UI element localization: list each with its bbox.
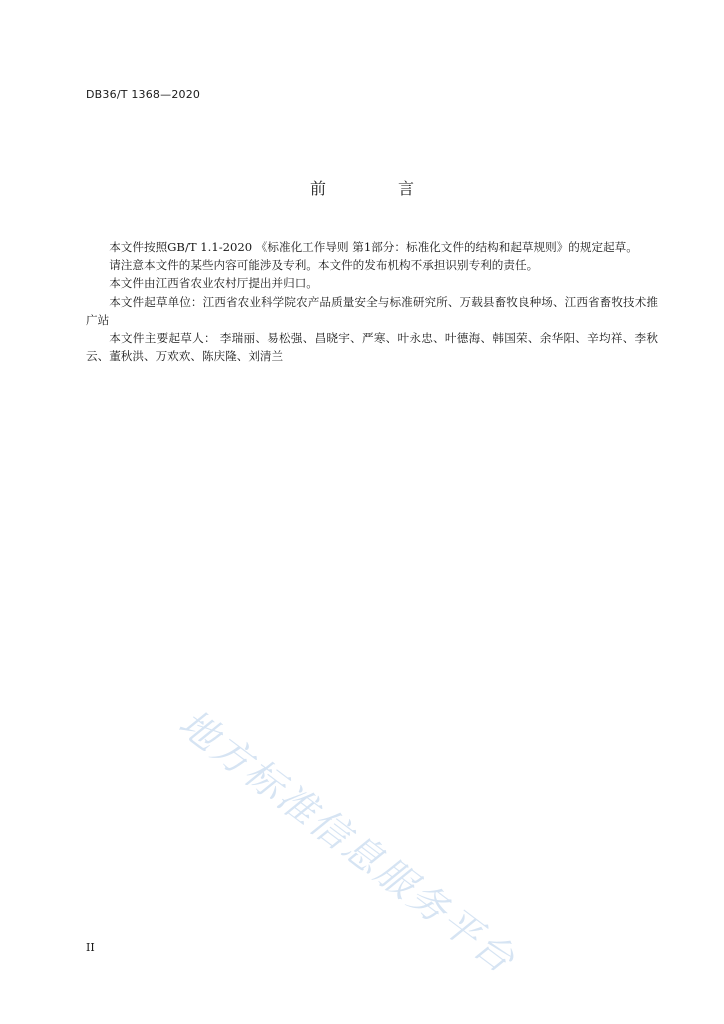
page-number: II xyxy=(86,941,95,954)
foreword-body xyxy=(86,238,658,365)
paragraph-proposer: 本文件由江西省农业农村厅提出并归口。 xyxy=(109,276,318,291)
paragraph-patent-notice: 请注意本文件的某些内容可能涉及专利。本文件的发布机构不承担识别专利的责任。 xyxy=(109,258,539,273)
watermark-text: 地方标准信息服务平台 xyxy=(170,700,525,983)
paragraph-standard-basis: 本文件按照GB/T 1.1-2020 《标准化工作导则 第1部分：标准化文件的结构和起草规则》的规定起草。 xyxy=(109,240,638,254)
paragraph-drafters: 本文件主要起草人： 李瑞丽、易松强、昌晓宇、严寒、叶永忠、叶德海、韩国荣、余华阳、辛均祥、李秋云、董秋洪、万欢欢、陈庆隆、刘清兰 xyxy=(86,331,658,364)
paragraph-drafting-units: 本文件起草单位：江西省农业科学院农产品质量安全与标准研究所、万载县畜牧良种场、江西省畜牧技术推广站 xyxy=(86,294,658,327)
page-title: 前 言 xyxy=(309,179,442,198)
document-code: DB36/T 1368—2020 xyxy=(86,88,201,101)
